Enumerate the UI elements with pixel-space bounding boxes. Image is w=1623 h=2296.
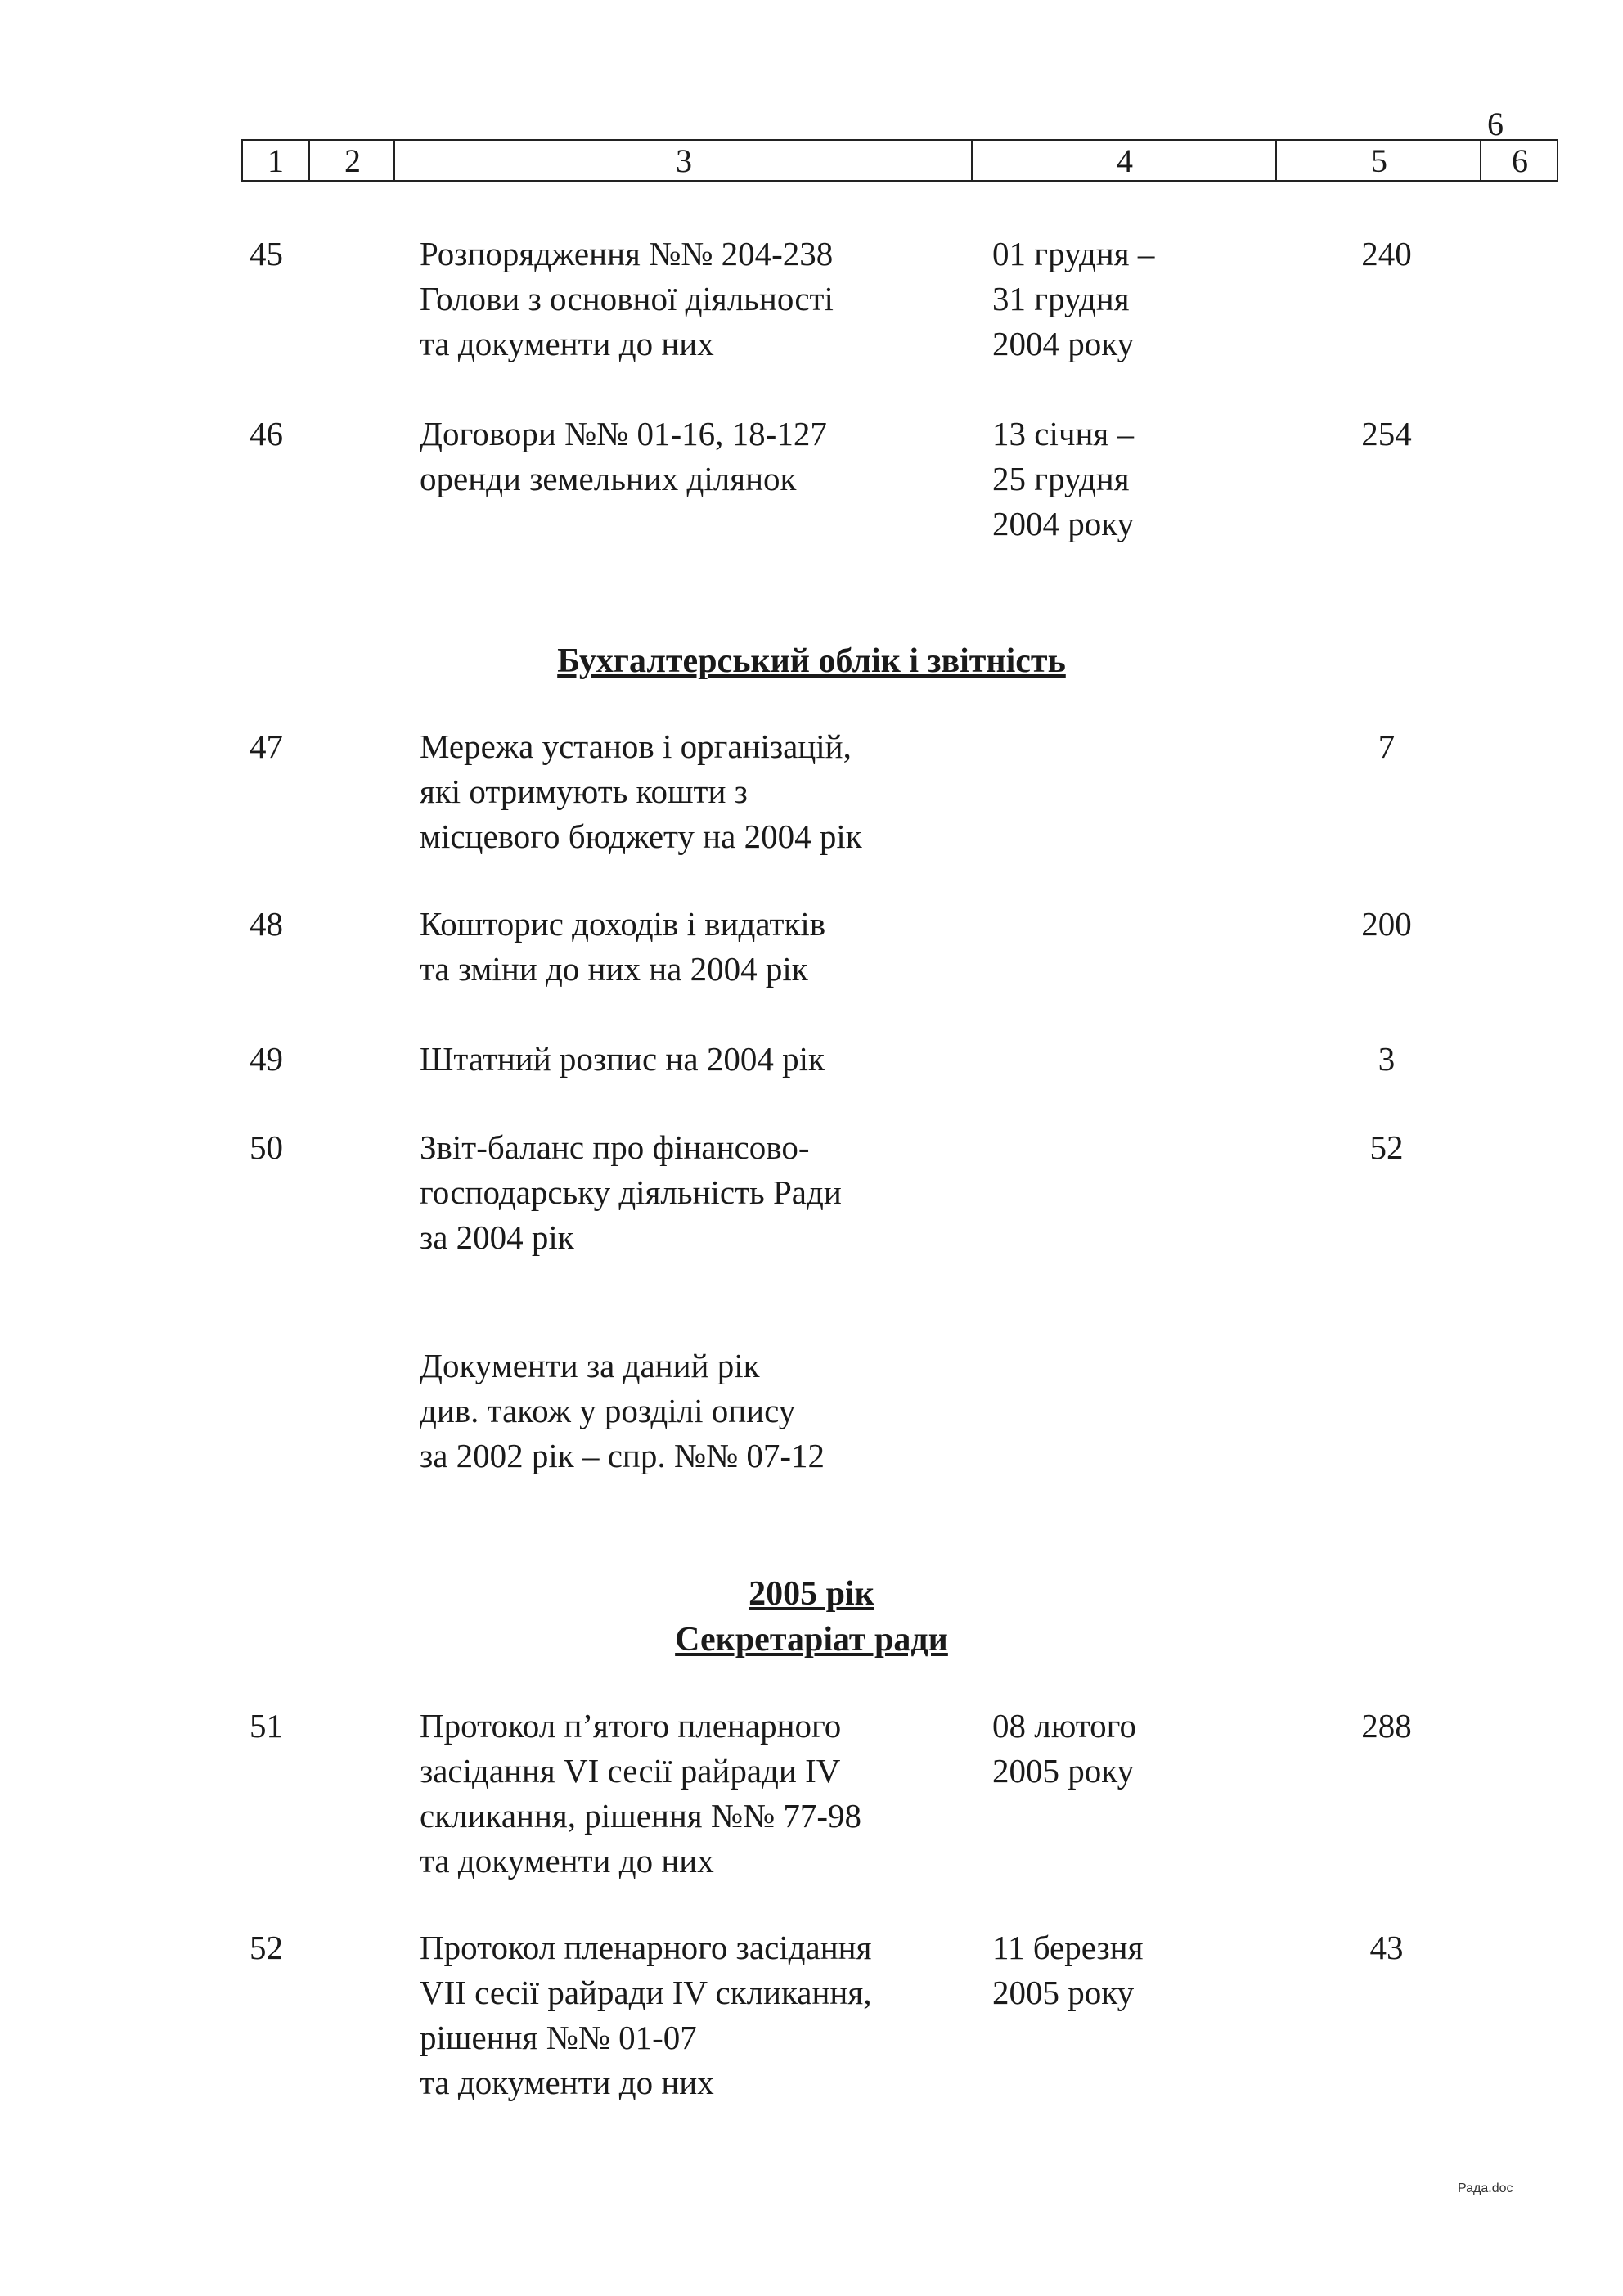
header-col-5: 5 — [1275, 141, 1481, 180]
case-number: 48 — [250, 905, 283, 943]
page-number: 6 — [1487, 106, 1504, 142]
header-col-6: 6 — [1480, 141, 1558, 180]
case-dates: 11 березня 2005 року — [992, 1929, 1144, 2011]
header-col-3: 3 — [393, 141, 973, 180]
case-title: Розпорядження №№ 204-238 Голови з основної діяльності та документи до них — [420, 235, 834, 362]
case-number: 51 — [250, 1707, 283, 1745]
header-col-1: 1 — [268, 142, 284, 179]
header-col-2: 2 — [308, 141, 395, 180]
case-title: Договори №№ 01-16, 18-127 оренди земельних ділянок — [420, 415, 827, 497]
case-number: 47 — [250, 727, 283, 765]
column-number-header — [241, 139, 1558, 182]
header-col-4: 4 — [971, 141, 1277, 180]
case-title: Звіт-баланс про фінансово- господарську діяльність Ради за 2004 рік — [420, 1128, 842, 1256]
case-number: 52 — [250, 1929, 283, 1966]
case-sheets: 43 — [1369, 1929, 1404, 1966]
case-dates: 08 лютого 2005 року — [992, 1707, 1136, 1790]
case-number: 46 — [250, 415, 283, 452]
case-sheets: 240 — [1361, 235, 1412, 272]
cross-reference-note: Документи за даний рік див. також у розділі опису за 2002 рік – спр. №№ 07-12 — [420, 1347, 825, 1474]
section-heading: Бухгалтерський облік і звітність — [557, 642, 1066, 680]
case-sheets: 3 — [1378, 1040, 1396, 1078]
case-title: Протокол п’ятого пленарного засідання VI сесії райради IV скликання, рішення №№ 77-98 та документи до них — [420, 1707, 862, 1880]
case-number: 50 — [250, 1128, 283, 1166]
case-sheets: 7 — [1378, 727, 1396, 765]
case-number: 45 — [250, 235, 283, 272]
case-sheets: 254 — [1361, 415, 1412, 452]
case-dates: 13 січня – 25 грудня 2004 року — [992, 415, 1135, 542]
section-heading: Секретаріат ради — [675, 1621, 948, 1659]
year-heading: 2005 рік — [749, 1575, 874, 1613]
case-sheets: 52 — [1369, 1128, 1404, 1166]
case-title: Штатний розпис на 2004 рік — [420, 1040, 825, 1078]
case-title: Кошторис доходів і видатків та зміни до них на 2004 рік — [420, 905, 826, 988]
case-title: Мережа установ і організацій, які отримують кошти з місцевого бюджету на 2004 рік — [420, 727, 862, 855]
case-sheets: 288 — [1361, 1707, 1412, 1745]
case-sheets: 200 — [1361, 905, 1412, 943]
case-title: Протокол пленарного засідання VII сесії райради IV скликання, рішення №№ 01-07 та документи до них — [420, 1929, 872, 2101]
case-number: 49 — [250, 1040, 283, 1078]
file-name-footer: Рада.doc — [1458, 2181, 1513, 2195]
case-dates: 01 грудня – 31 грудня 2004 року — [992, 235, 1155, 362]
